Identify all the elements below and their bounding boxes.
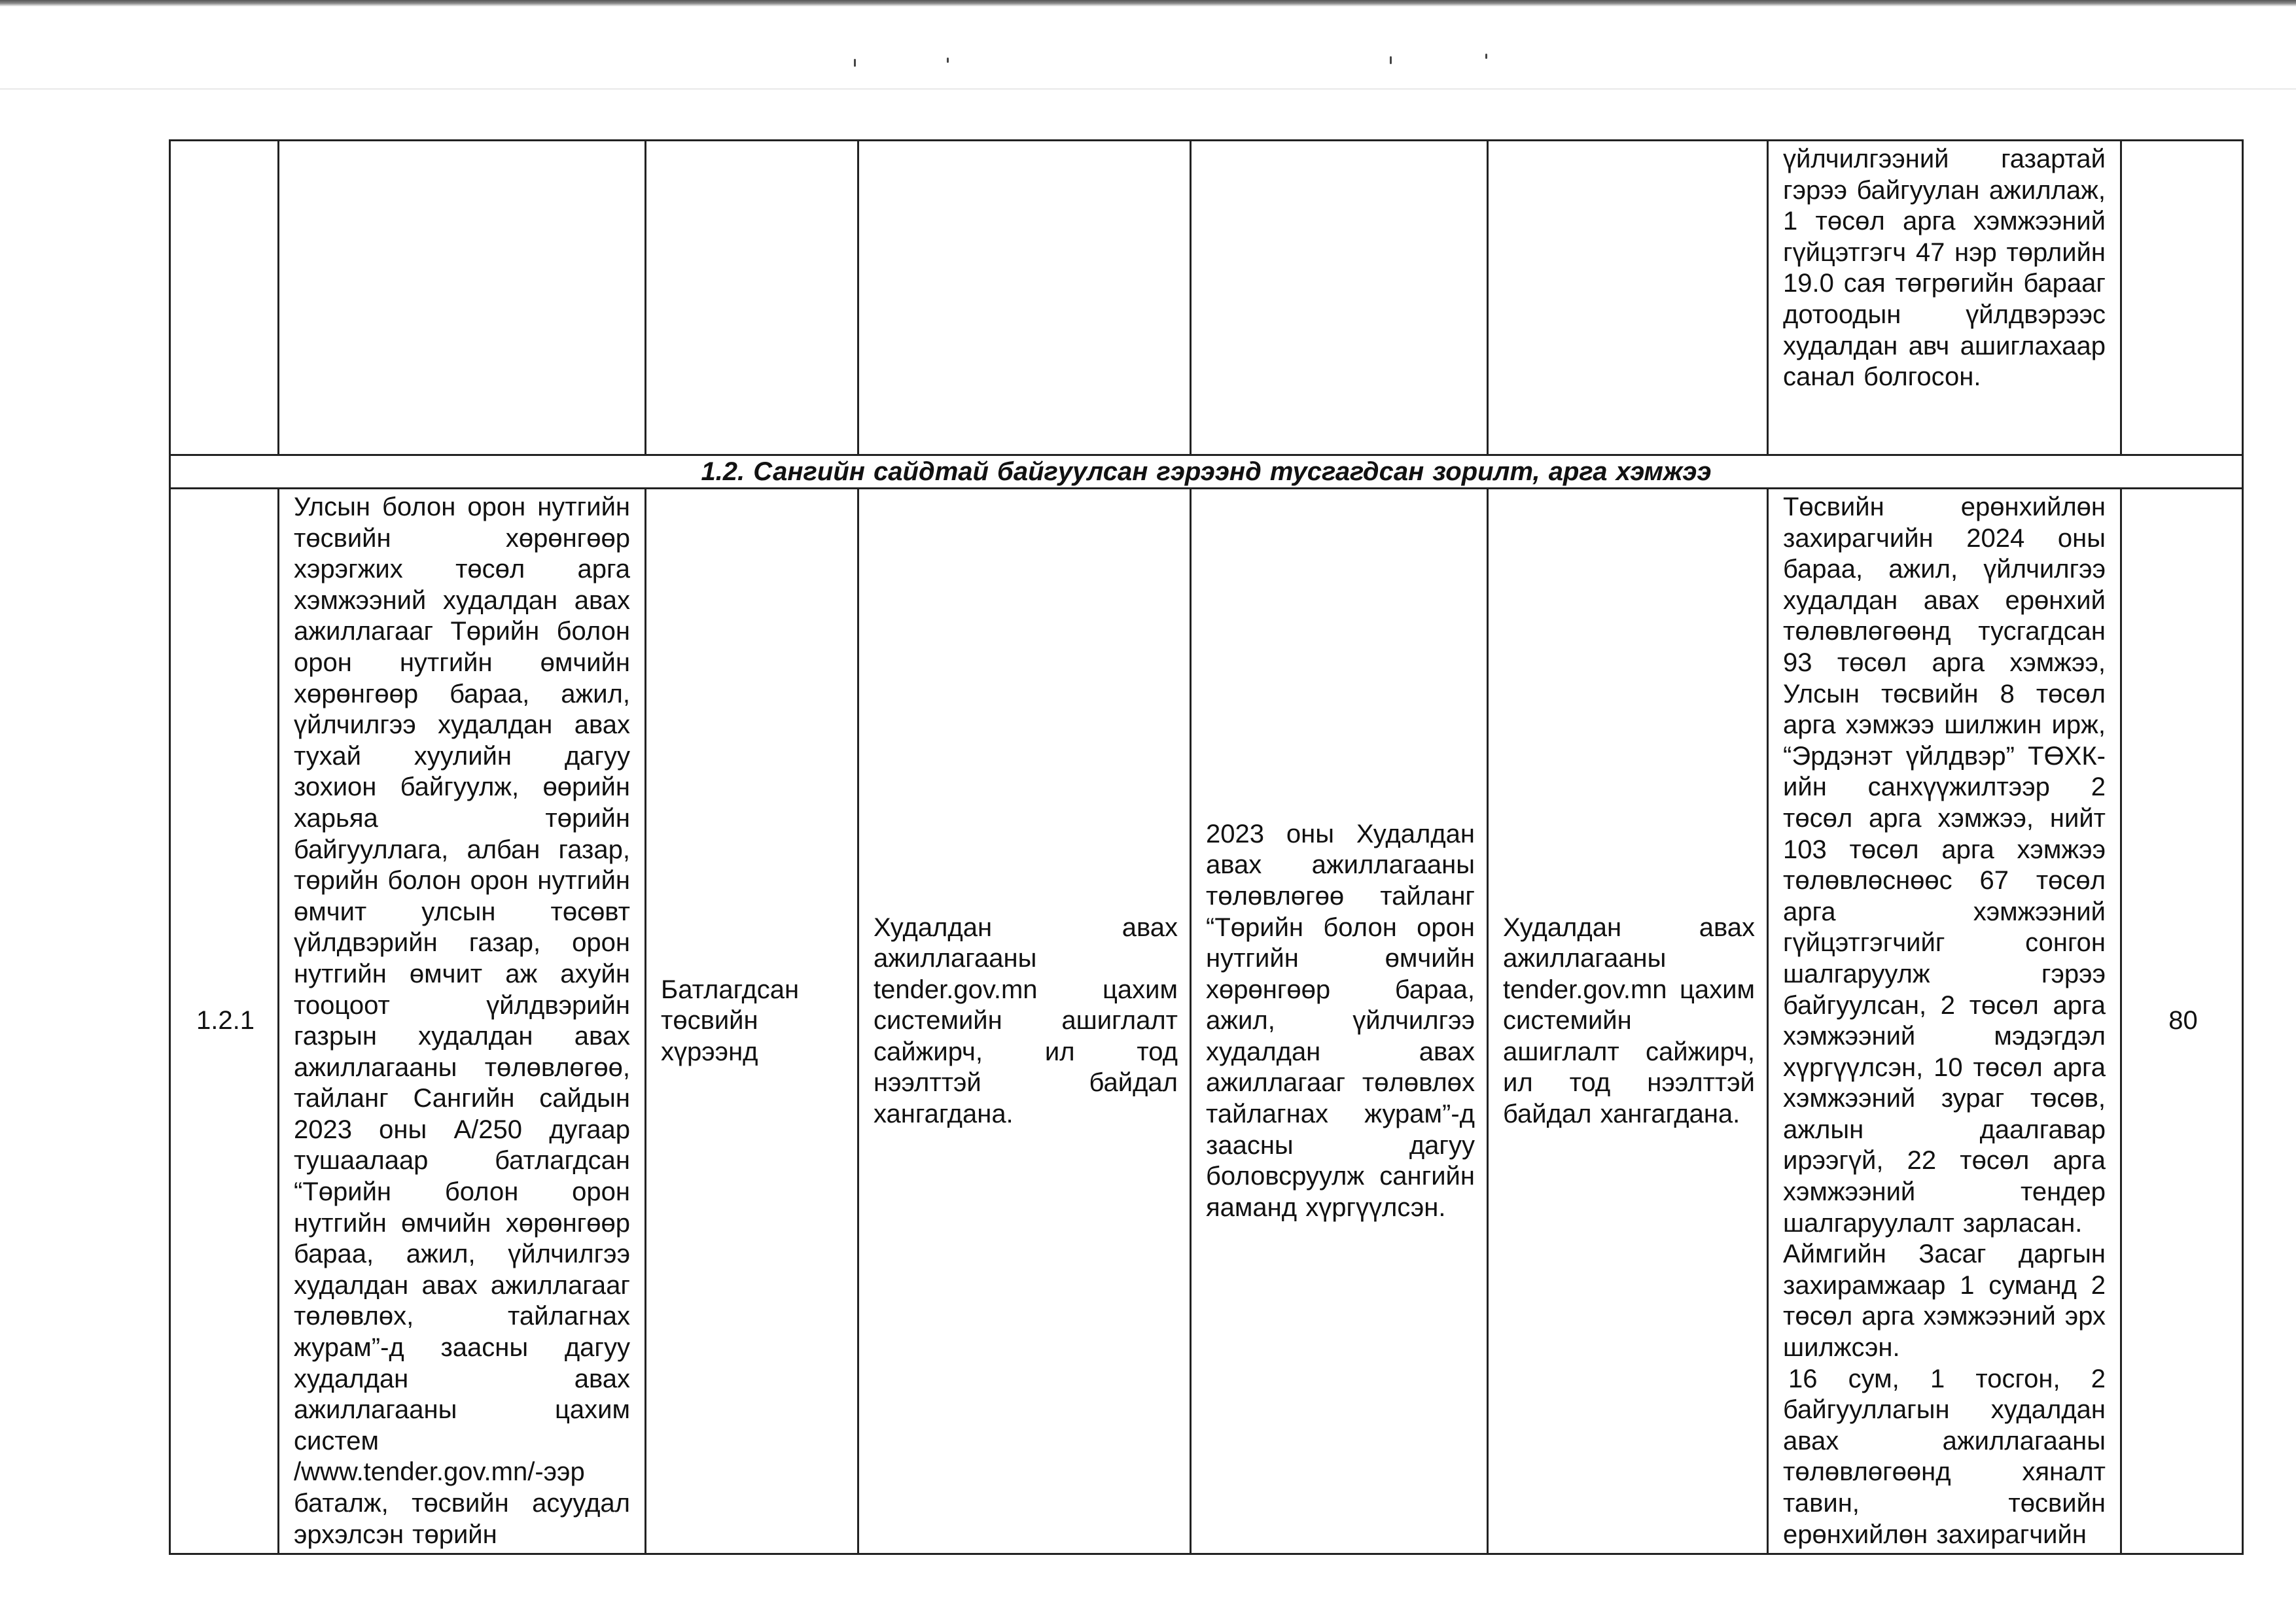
performance-paragraph: Аймгийн Засаг даргын захирамжаар 1 суманд 2 төсөл арга хэмжээний эрх шилжсэн. — [1783, 1240, 2106, 1363]
scan-mark — [1485, 54, 1487, 59]
cell-expected-result — [858, 141, 1191, 455]
indicator-text: Худалдан авах ажиллагааны tender.gov.mn цахим системийн ашиглалт сайжирч, ил тод нээлттэй байдал хангагдана. — [1503, 913, 1755, 1129]
cell-progress — [1191, 141, 1488, 455]
cell-performance — [1768, 141, 2121, 455]
section-header: 1.2. Сангийн сайдтай байгуулсан гэрээнд тусгагдсан зорилт, арга хэмжээ — [170, 455, 2243, 489]
cell-performance — [1768, 489, 2121, 1554]
performance-paragraph: Төсвийн ерөнхийлөн захирагчийн 2024 оны бараа, ажил, үйлчилгээ худалдан авах ерөнхий төлөвлөгөөнд тусгагдсан 93 төсөл арга хэмжээ, Улсын төсвийн 8 төсөл арга хэмжээ шилжин ирж, “Эрдэнэт үйлдвэр” ТӨХК-ийн санхүүжилтээр 2 төсөл арга хэмжээ, нийт 103 төсөл арга хэмжээ төлөвлөснөөс 67 төсөл арга хэмжээний гүйцэтгэгчийг сонгон шалгаруулж гэрээ байгуулсан, 2 төсөл арга хэмжээний мэдэгдэл хүргүүлсэн, 10 төсөл арга хэмжээний зураг төсөв, ажлын даалгавар ирээгүй, 22 төсөл арга хэмжээний тендер шалгаруулалт зарласан. — [1783, 493, 2106, 1238]
cell-number — [170, 141, 279, 455]
cell-number: 1.2.1 — [170, 489, 279, 1554]
scan-mark — [1390, 56, 1392, 64]
performance-paragraph: 16 сум, 1 тосгон, 2 байгууллагын худалдан авах ажиллагааны төлөвлөгөөнд хяналт тавин, төсвийн ерөнхийлөн захирагчийн — [1783, 1364, 2106, 1549]
scan-mark — [854, 59, 856, 67]
plan-implementation-table — [169, 139, 2244, 1555]
section-header-row — [170, 455, 2243, 489]
scan-fold-line — [0, 88, 2296, 90]
cell-score — [2121, 141, 2243, 455]
cell-funding — [646, 489, 858, 1554]
cell-score: 80 — [2121, 489, 2243, 1554]
objective-text: Улсын болон орон нутгийн төсвийн хөрөнгөөр хэрэгжих төсөл арга хэмжээний худалдан авах ажиллагааг Төрийн болон орон нутгийн өмчийн хөрөнгөөр бараа, ажил, үйлчилгээ худалдан авах тухай хуулийн дагуу зохион байгуулж, өөрийн харьяа төрийн байгууллага, албан газар, төрийн болон орон нутгийн өмчит улсын төсөвт үйлдвэрийн газар, орон нутгийн өмчит аж ахуйн тооцоот үйлдвэрийн газрын худалдан авах ажиллагааны төлөвлөгөө, тайланг Сангийн сайдын 2023 оны А/250 дугаар тушаалаар батлагдсан “Төрийн болон орон нутгийн өмчийн хөрөнгөөр бараа, ажил, үйлчилгээ худалдан авах ажиллагааг төлөвлөх, тайлагнах журам”-д заасны дагуу худалдан авах ажиллагааны цахим систем /www.tender.gov.mn/-ээр баталж, төсвийн асуудал эрхэлсэн төрийн — [294, 493, 630, 1549]
funding-text: Батлагдсан төсвийн хүрээнд — [661, 975, 800, 1066]
cell-objective — [279, 489, 646, 1554]
cell-progress — [1191, 489, 1488, 1554]
scan-edge-shadow — [0, 0, 2296, 7]
cell-funding — [646, 141, 858, 455]
expected-result-text: Худалдан авах ажиллагааны tender.gov.mn цахим системийн ашиглалт сайжирч, ил тод нээлттэй байдал хангагдана. — [874, 913, 1178, 1129]
table-row-continued — [170, 141, 2243, 455]
scan-mark — [947, 58, 949, 63]
performance-text: үйлчилгээний газартай гэрээ байгуулан ажиллаж, 1 төсөл арга хэмжээний гүйцэтгэгч 47 нэр төрлийн 19.0 сая төгрөгийн барааг дотоодын үйлдвэрээс худалдан авч ашиглахаар санал болгосон. — [1783, 145, 2106, 392]
cell-objective — [279, 141, 646, 455]
cell-expected-result — [858, 489, 1191, 1554]
table-row — [170, 489, 2243, 1554]
cell-indicator — [1488, 489, 1768, 1554]
cell-indicator — [1488, 141, 1768, 455]
progress-text: 2023 оны Худалдан авах ажиллагааны төлөвлөгөө тайланг “Төрийн болон орон нутгийн өмчийн хөрөнгөөр бараа, ажил, үйлчилгээ худалдан авах ажиллагааг төлөвлөх тайлагнах журам”-д заасны дагуу боловсруулж сангийн яаманд хүргүүлсэн. — [1206, 819, 1475, 1222]
